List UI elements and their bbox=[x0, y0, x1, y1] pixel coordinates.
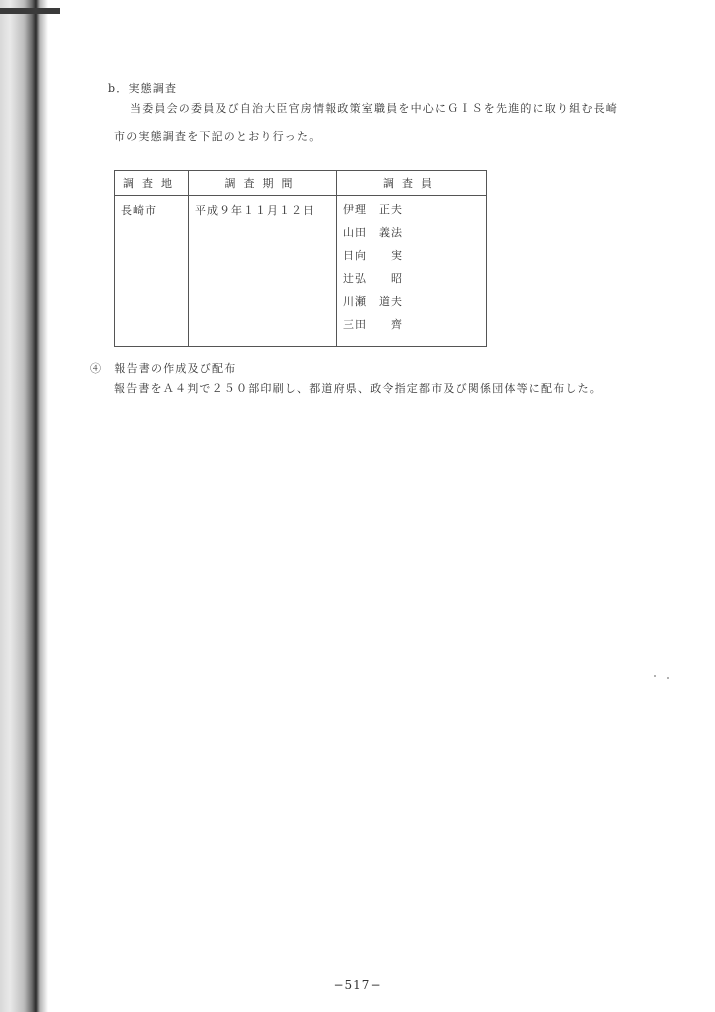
book-binding-shadow bbox=[0, 0, 48, 1012]
section-b-heading: b．実態調査 bbox=[108, 82, 178, 95]
cell-members bbox=[337, 196, 487, 347]
scan-edge-mark bbox=[0, 8, 60, 14]
survey-table bbox=[114, 170, 487, 347]
survey-table-row bbox=[115, 196, 487, 347]
section-b-paragraph-line1: 当委員会の委員及び自治大臣官房情報政策室職員を中心にＧＩＳを先進的に取り組む長崎 bbox=[130, 102, 618, 115]
page-number: −517− bbox=[333, 978, 382, 992]
member-name: 三田 齊 bbox=[343, 318, 403, 331]
survey-table-header-row bbox=[115, 171, 487, 196]
scan-speck bbox=[667, 677, 669, 679]
section-4-body: 報告書をＡ４判で２５０部印刷し、都道府県、政令指定都市及び関係団体等に配布した。 bbox=[114, 382, 602, 395]
section-4-title: ④ 報告書の作成及び配布 bbox=[90, 362, 237, 375]
cell-period: 平成９年１１月１２日 bbox=[189, 196, 337, 347]
scan-speck bbox=[654, 675, 656, 677]
member-name: 伊理 正夫 bbox=[343, 203, 403, 216]
section-b-paragraph-line2: 市の実態調査を下記のとおり行った。 bbox=[114, 130, 322, 143]
header-location: 調査地 bbox=[115, 171, 189, 196]
member-name: 川瀬 道夫 bbox=[343, 295, 403, 308]
member-name: 辻弘 昭 bbox=[343, 272, 403, 285]
header-members: 調査員 bbox=[337, 171, 487, 196]
header-period: 調査期間 bbox=[189, 171, 337, 196]
cell-location: 長崎市 bbox=[115, 196, 189, 347]
member-name: 山田 義法 bbox=[343, 226, 403, 239]
member-name: 日向 実 bbox=[343, 249, 403, 262]
